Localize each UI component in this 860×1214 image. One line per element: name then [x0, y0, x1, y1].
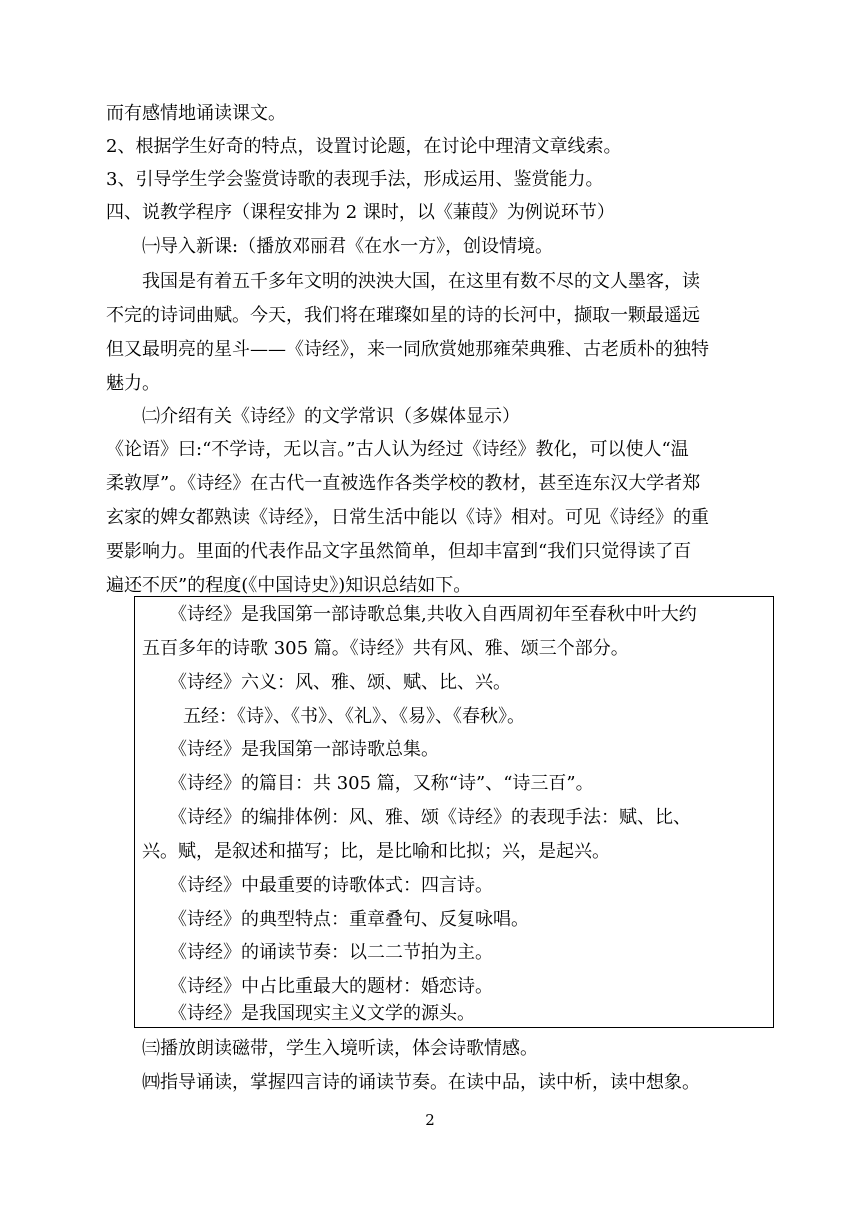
text-line: 而有感情地诵读课文。 [106, 103, 286, 124]
paragraph-line: 柔敦厚”。《诗经》在古代一直被选作各类学校的教材，甚至连东汉大学者郑 [106, 473, 701, 494]
box-line: 《诗经》是我国第一部诗歌总集。 [169, 739, 439, 760]
box-line: 《诗经》中占比重最大的题材：婚恋诗。 [169, 976, 493, 997]
box-line: 《诗经》是我国第一部诗歌总集,共收入自西周初年至春秋中叶大约 [169, 604, 697, 625]
paragraph-line: 要影响力。里面的代表作品文字虽然简单，但却丰富到“我们只觉得读了百 [106, 541, 692, 562]
subsection-heading: ㈠导入新课:（播放邓丽君《在水一方》，创设情境。 [142, 236, 554, 257]
paragraph-line: 魅力。 [106, 373, 160, 394]
box-line: 《诗经》的编排体例：风、雅、颂《诗经》的表现手法：赋、比、 [169, 807, 691, 828]
subsection-heading: ㈡介绍有关《诗经》的文学常识（多媒体显示） [142, 406, 520, 427]
paragraph-line: 我国是有着五千多年文明的泱泱大国，在这里有数不尽的文人墨客，读 [142, 271, 700, 292]
box-line: 《诗经》的诵读节奏：以二二节拍为主。 [169, 942, 493, 963]
box-line: 兴。赋，是叙述和描写；比，是比喻和比拟；兴，是起兴。 [142, 841, 610, 862]
box-line: 五百多年的诗歌 305 篇。《诗经》共有风、雅、颂三个部分。 [142, 638, 629, 659]
paragraph-line: 不完的诗词曲赋。今天，我们将在璀璨如星的诗的长河中，撷取一颗最遥远 [106, 305, 700, 326]
page-number: 2 [425, 1111, 435, 1129]
box-line: 《诗经》是我国现实主义文学的源头。 [169, 1003, 475, 1024]
subsection-heading: ㈢播放朗读磁带，学生入境听读，体会诗歌情感。 [142, 1038, 538, 1059]
knowledge-summary-box [134, 596, 774, 1028]
text-line: 2、根据学生好奇的特点，设置讨论题，在讨论中理清文章线索。 [106, 136, 622, 157]
box-line: 《诗经》的篇目：共 305 篇，又称“诗”、“诗三百”。 [169, 773, 594, 794]
paragraph-line: 玄家的婢女都熟读《诗经》，日常生活中能以《诗》相对。可见《诗经》的重 [106, 507, 709, 528]
paragraph-line: 遍还不厌”的程度(《中国诗史》)知识总结如下。 [106, 575, 472, 596]
box-line: 五经：《诗》、《书》、《礼》、《易》、《春秋》。 [183, 706, 525, 727]
paragraph-line: 但又最明亮的星斗——《诗经》，来一同欣赏她那雍荣典雅、古老质朴的独特 [106, 339, 709, 360]
paragraph-line: 《论语》曰:“不学诗，无以言。”古人认为经过《诗经》教化，可以使人“温 [106, 439, 689, 460]
box-line: 《诗经》六义：风、雅、颂、赋、比、兴。 [169, 672, 511, 693]
subsection-heading: ㈣指导诵读，掌握四言诗的诵读节奏。在读中品，读中析，读中想象。 [142, 1072, 700, 1093]
box-line: 《诗经》的典型特点：重章叠句、反复咏唱。 [169, 909, 529, 930]
box-line: 《诗经》中最重要的诗歌体式：四言诗。 [169, 875, 493, 896]
text-line: 3、引导学生学会鉴赏诗歌的表现手法，形成运用、鉴赏能力。 [106, 169, 604, 190]
section-heading: 四、说教学程序（课程安排为 2 课时，以《蒹葭》为例说环节） [106, 202, 615, 223]
